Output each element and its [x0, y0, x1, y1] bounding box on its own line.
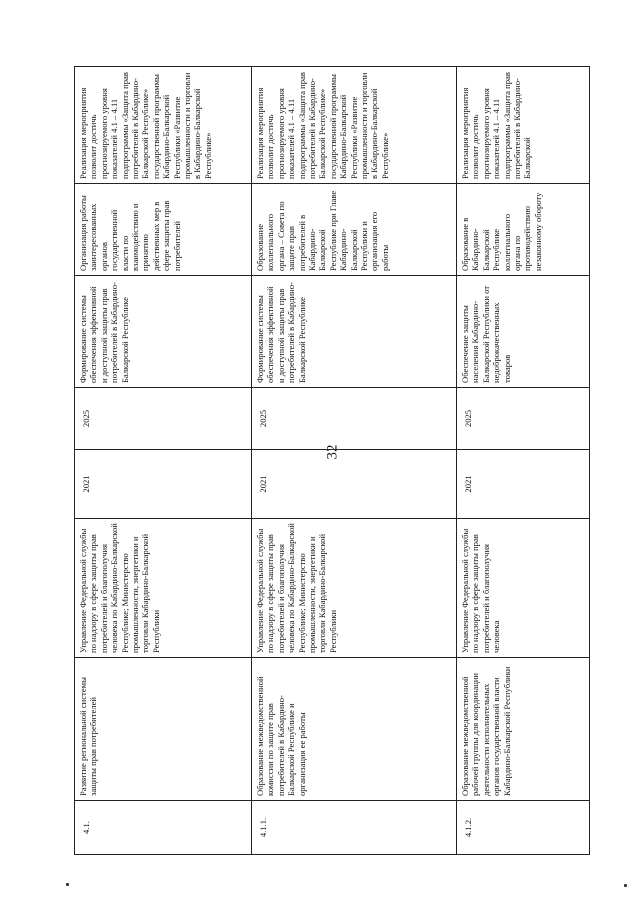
end-year: 2025: [252, 388, 457, 450]
row-number: 4.1.: [75, 801, 252, 855]
measure-name: Образование межведомственной комиссии по защите прав потребителей в Кабардино-Балкарской Республике и организация ее работы: [252, 658, 457, 801]
table-row: [457, 67, 590, 855]
executor: Управление Федеральной службы по надзору в сфере защиты прав потребителей и благополучия человека: [457, 519, 590, 658]
consequence: Образование в Кабардино-Балкарской Республике коллегиального органа по противодействию незаконному обороту: [457, 184, 590, 276]
indicator-link: Реализация мероприятия позволит достичь прогнозируемого уровня показателей 4.1 – 4.11 подпрограммы «Защита прав потребителей в Кабардино-Балкарской: [457, 67, 590, 184]
scan-speck: [66, 883, 69, 886]
start-year: 2021: [75, 450, 252, 519]
indicator-link: Реализация мероприятия позволит достичь прогнозируемого уровня показателей 4.1 – 4.11 подпрограммы «Защита прав потребителей в Кабардино-Балкарской Республике» государственной программы Кабардино-Балкарской Республики «Развитие промышленности и торговли в Кабардино-Балкарской Республике»: [252, 67, 457, 184]
start-year: 2021: [457, 450, 590, 519]
consequence: Образование коллегиального органа – Совета по защите прав потребителей в Кабардино-Балкарской Республике при Главе Кабардино-Балкарской Республики и организация его работы: [252, 184, 457, 276]
expected-result: Формирование системы обеспечения эффективной и доступной защиты прав потребителей в Кабардино-Балкарской Республике: [75, 276, 252, 388]
row-number: 4.1.2.: [457, 801, 590, 855]
expected-result: Обеспечение защиты населения Кабардино-Балкарской Республики от недоброкачественных товаров: [457, 276, 590, 388]
start-year: 2021: [252, 450, 457, 519]
measure-name: Образование межведомственной рабочей группы для координации деятельности исполнительных органов государственной власти Кабардино-Балкарской Республики: [457, 658, 590, 801]
end-year: 2025: [75, 388, 252, 450]
page-number: 32: [324, 444, 341, 460]
executor: Управление Федеральной службы по надзору в сфере защиты прав потребителей и благополучия человека по Кабардино-Балкарской Республике; Министерство промышленности, энергетики и торговли Кабардино-Балкарской Республики: [252, 519, 457, 658]
row-number: 4.1.1.: [252, 801, 457, 855]
rotated-table-wrapper: [74, 67, 589, 855]
executor: Управление Федеральной службы по надзору в сфере защиты прав потребителей и благополучия человека по Кабардино-Балкарской Республике; Министерство промышленности, энергетики и торговли Кабардино-Балкарской Республики: [75, 519, 252, 658]
end-year: 2025: [457, 388, 590, 450]
scan-speck: [624, 884, 627, 887]
table-row: [75, 67, 252, 855]
indicator-link: Реализация мероприятия позволит достичь прогнозируемого уровня показателей 4.1 – 4.11 подпрограммы «Защита прав потребителей в Кабардино-Балкарской Республике» государственной программы Кабардино-Балкарской Республики «Развитие промышленности и торговли в Кабардино-Балкарской Республике»: [75, 67, 252, 184]
measure-name: Развитие региональной системы защиты прав потребителей: [75, 658, 252, 801]
table-row: [252, 67, 457, 855]
measures-table: [74, 66, 590, 855]
consequence: Организация работы заинтересованных органов государственной власти по взаимодействию и принятию действенных мер в сфере защиты прав потребителей: [75, 184, 252, 276]
expected-result: Формирование системы обеспечения эффективной и доступной защиты прав потребителей в Кабардино-Балкарской Республике: [252, 276, 457, 388]
